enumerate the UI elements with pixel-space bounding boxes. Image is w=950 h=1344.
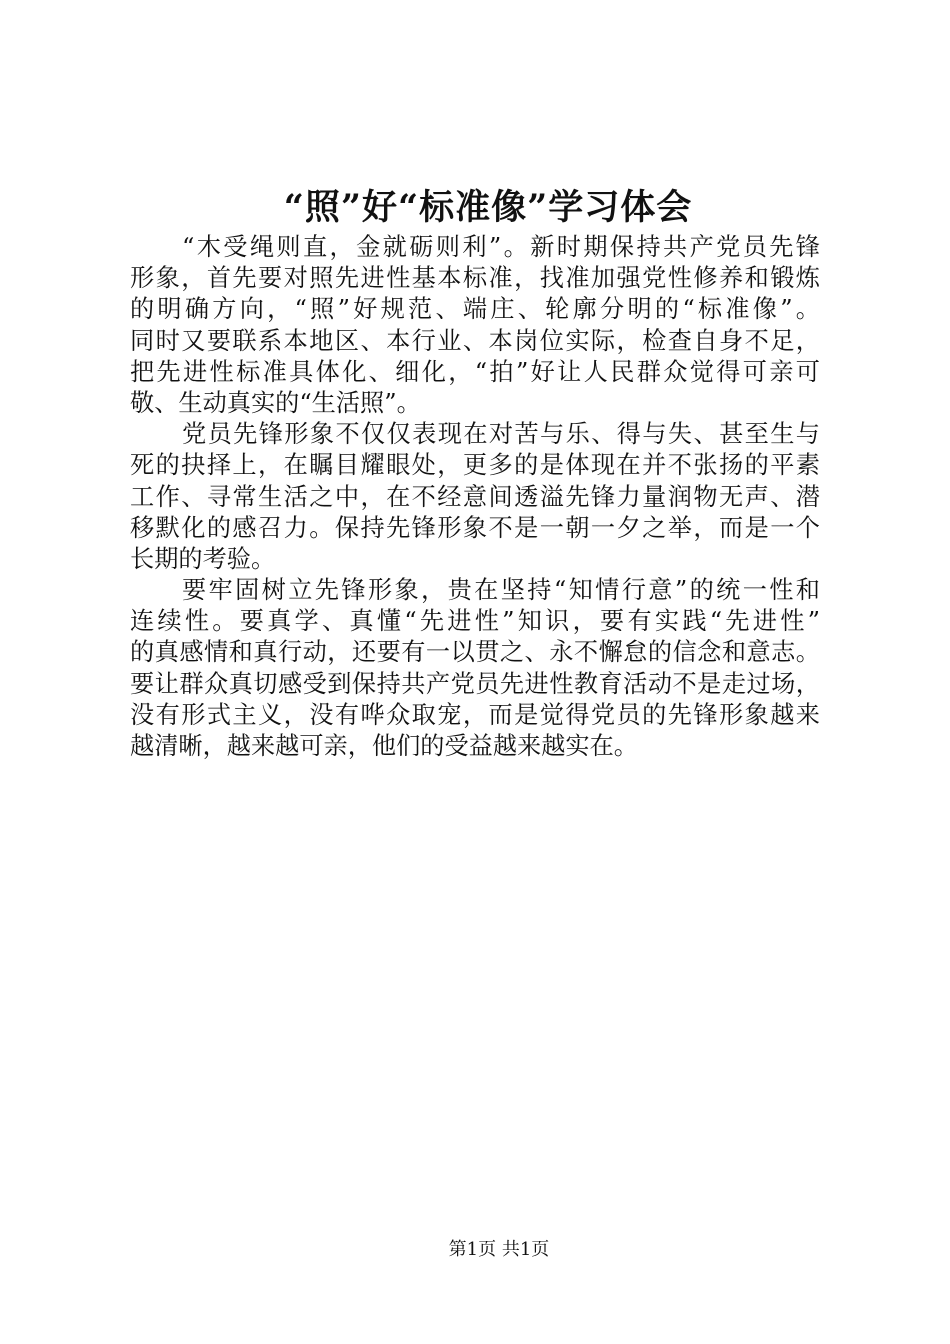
- text-line: 敬、生动真实的“生活照”。: [130, 388, 421, 417]
- text-line: 的明确方向，“照”好规范、端庄、轮廓分明的“标准像”。: [130, 295, 820, 324]
- document-body: [130, 232, 820, 762]
- text-line: 把先进性标准具体化、细化，“拍”好让人民群众觉得可亲可: [130, 357, 820, 386]
- paragraph-2: [130, 419, 820, 575]
- document-title: “照”好“标准像”学习体会: [283, 187, 693, 228]
- text-line: 要让群众真切感受到保持共产党员先进性教育活动不是走过场，: [130, 669, 820, 698]
- paragraph-3: [130, 575, 820, 762]
- page-footer: 第1页 共1页: [448, 1239, 550, 1260]
- text-line: 同时又要联系本地区、本行业、本岗位实际，检查自身不足，: [130, 326, 820, 355]
- text-line: 党员先锋形象不仅仅表现在对苦与乐、得与失、甚至生与: [182, 420, 820, 449]
- text-line: 的真感情和真行动，还要有一以贯之、永不懈怠的信念和意志。: [130, 638, 820, 667]
- text-line: 形象，首先要对照先进性基本标准，找准加强党性修养和锻炼: [130, 264, 820, 293]
- text-line: 没有形式主义，没有哗众取宠，而是觉得党员的先锋形象越来: [130, 700, 820, 729]
- text-line: 越清晰，越来越可亲，他们的受益越来越实在。: [130, 732, 638, 760]
- text-line: 长期的考验。: [130, 544, 276, 573]
- text-line: 连续性。要真学、真懂“先进性”知识，要有实践“先进性”: [130, 607, 820, 636]
- text-line: 死的抉择上，在瞩目耀眼处，更多的是体现在并不张扬的平素: [130, 451, 820, 480]
- text-line: 要牢固树立先锋形象，贵在坚持“知情行意”的统一性和: [182, 576, 820, 605]
- text-line: 移默化的感召力。保持先锋形象不是一朝一夕之举，而是一个: [130, 513, 820, 542]
- paragraph-1: [130, 232, 820, 419]
- text-line: 工作、寻常生活之中，在不经意间透溢先锋力量润物无声、潜: [130, 482, 820, 511]
- text-line: “木受绳则直，金就砺则利”。新时期保持共产党员先锋: [182, 233, 820, 261]
